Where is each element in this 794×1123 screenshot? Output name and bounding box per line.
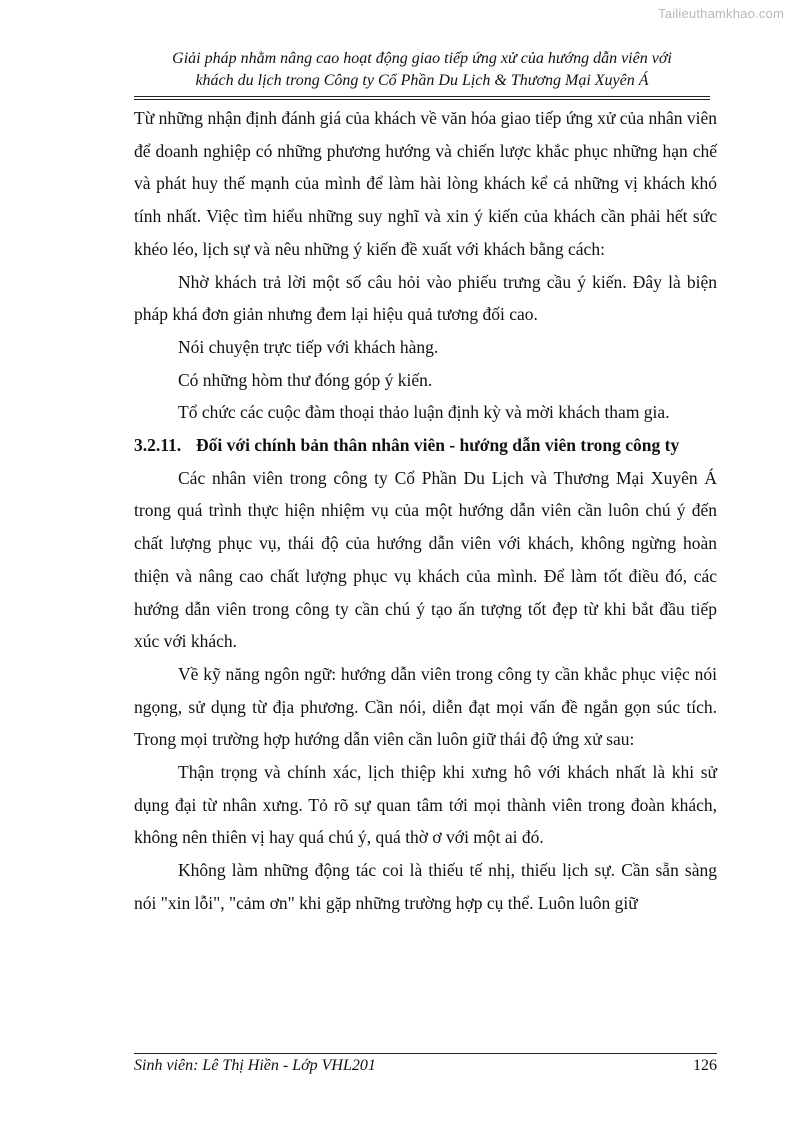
header-divider	[134, 96, 710, 100]
header-line-1: Giải pháp nhằm nâng cao hoạt động giao tiếp ứng xử của hướng dẫn viên với	[172, 50, 672, 67]
paragraph-5: Tổ chức các cuộc đàm thoại thảo luận định kỳ và mời khách tham gia.	[178, 402, 670, 423]
paragraph-2: Nhờ khách trả lời một số câu hỏi vào phiếu trưng cầu ý kiến. Đây là biện pháp khá đơn giản nhưng đem lại hiệu quả tương đối cao.	[134, 271, 717, 325]
paragraph-3: Nói chuyện trực tiếp với khách hàng.	[178, 336, 439, 357]
section-number: 3.2.11.	[134, 435, 182, 456]
page-body	[134, 102, 717, 920]
page-footer	[134, 1057, 717, 1075]
paragraph-4: Có những hòm thư đóng góp ý kiến.	[178, 369, 433, 390]
paragraph-8: Thận trọng và chính xác, lịch thiệp khi xưng hô với khách nhất là khi sử dụng đại từ nhân xưng. Tỏ rõ sự quan tâm tới mọi thành viên trong đoàn khách, không nên thiên vị hay quá chú ý, quá thờ ơ với một ai đó.	[134, 762, 717, 848]
footer-divider	[134, 1053, 717, 1054]
paragraph-6: Các nhân viên trong công ty Cổ Phần Du Lịch và Thương Mại Xuyên Á trong quá trình thực hiện nhiệm vụ của một hướng dẫn viên cần luôn chú ý đến chất lượng phục vụ, thái độ của hướng dẫn viên với khách, không ngừng hoàn thiện và nâng cao chất lượng phục vụ khách của mình. Để làm tốt điều đó, các hướng dẫn viên trong công ty cần chú ý tạo ấn tượng tốt đẹp từ khi bắt đầu tiếp xúc với khách.	[134, 467, 717, 652]
paragraph-9: Không làm những động tác coi là thiếu tế nhị, thiếu lịch sự. Cần sẵn sàng nói "xin lỗi", "cảm ơn" khi gặp những trường hợp cụ thể. Luôn luôn giữ	[134, 860, 717, 913]
page-number: 126	[693, 1057, 717, 1074]
student-info: Sinh viên: Lê Thị Hiền - Lớp VHL201	[134, 1057, 376, 1074]
section-title: Đối với chính bản thân nhân viên - hướng dẫn viên trong công ty	[196, 435, 680, 456]
section-heading	[134, 429, 717, 462]
header-line-2: khách du lịch trong Công ty Cổ Phần Du Lịch & Thương Mại Xuyên Á	[195, 72, 649, 89]
watermark: Tailieuthamkhao.com	[658, 6, 784, 21]
running-header	[134, 48, 710, 92]
paragraph-7: Về kỹ năng ngôn ngữ: hướng dẫn viên trong công ty cần khắc phục việc nói ngọng, sử dụng từ địa phương. Cần nói, diễn đạt mọi vấn đề ngắn gọn súc tích. Trong mọi trường hợp hướng dẫn viên cần luôn giữ thái độ ứng xử sau:	[134, 663, 717, 750]
paragraph-1: Từ những nhận định đánh giá của khách về văn hóa giao tiếp ứng xử của nhân viên để doanh nghiệp có những phương hướng và chiến lược khắc phục những hạn chế và phát huy thế mạnh của mình để làm hài lòng khách kể cả những vị khách khó tính nhất. Việc tìm hiểu những suy nghĩ và xin ý kiến của khách cần phải hết sức khéo léo, lịch sự và nêu những ý kiến đề xuất với khách bằng cách:	[134, 108, 717, 259]
